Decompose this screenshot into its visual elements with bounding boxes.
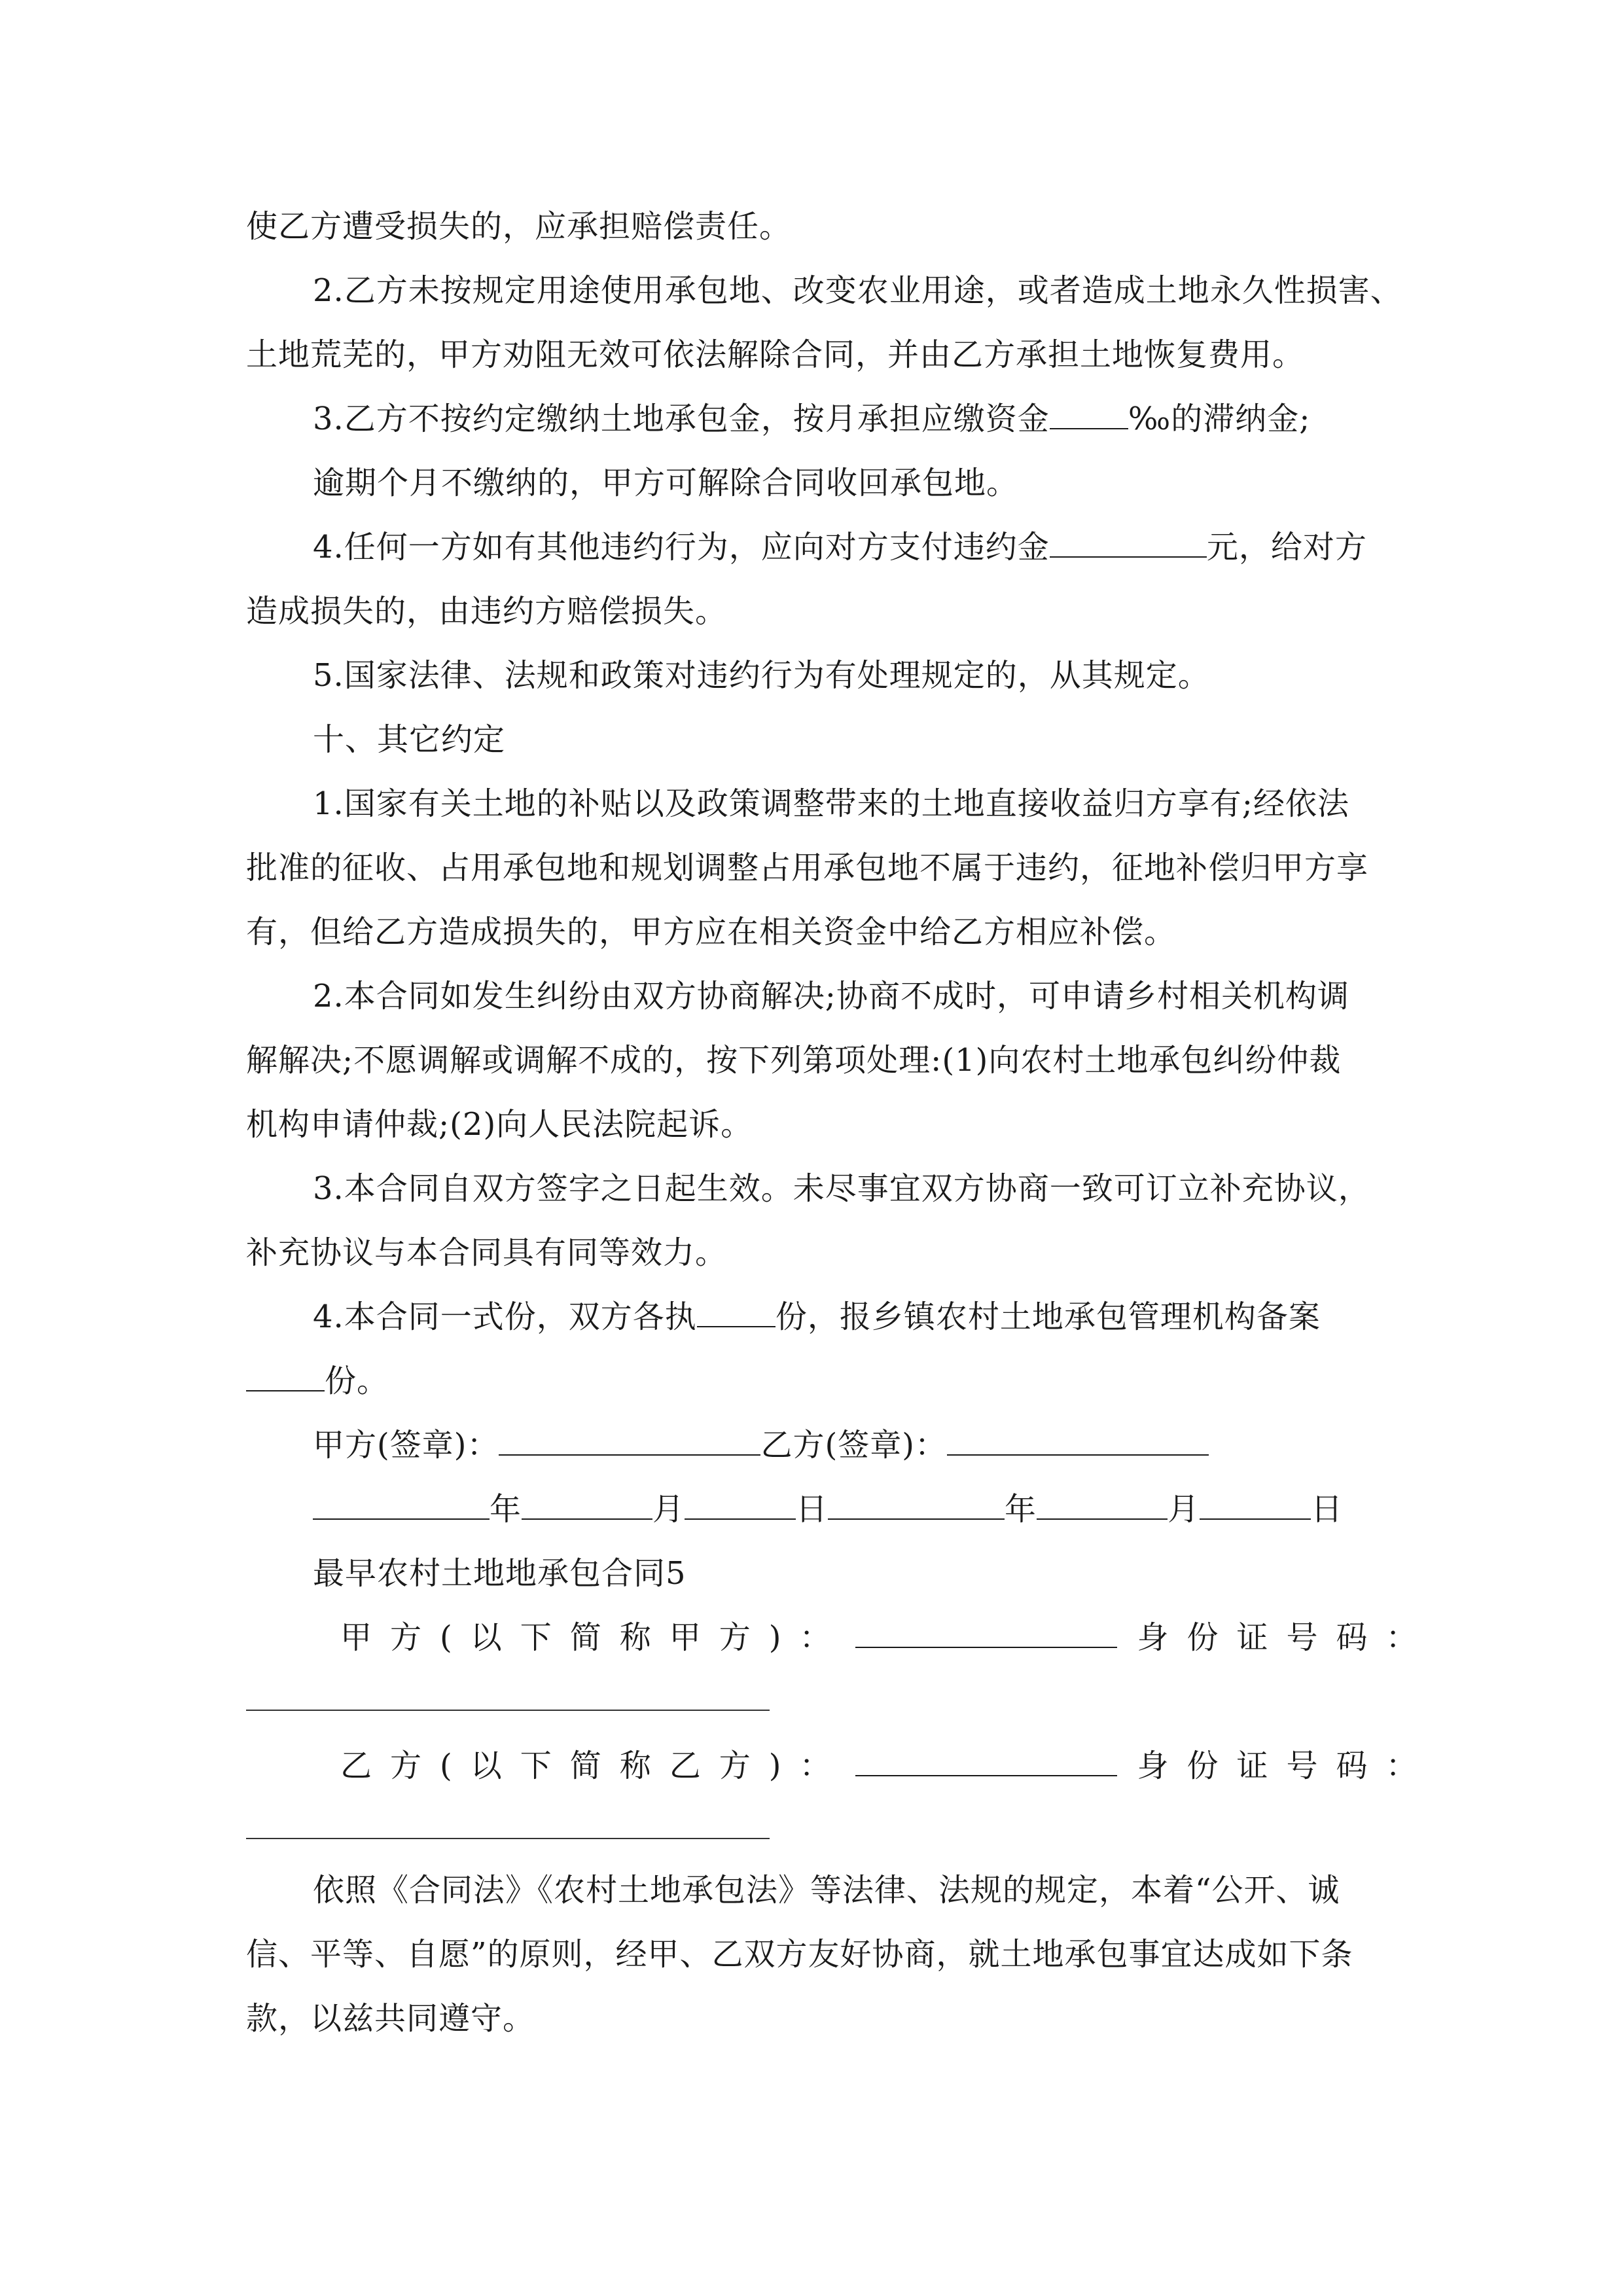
text-line: 造成损失的，由违约方赔偿损失。 xyxy=(246,593,728,630)
text-segment: ‰的滞纳金; xyxy=(1128,401,1311,437)
signature-line xyxy=(313,1426,1209,1465)
party-a-signature-label: 甲方(签章)： xyxy=(313,1427,499,1463)
party-a-line xyxy=(340,1618,1435,1657)
party-b-signature-blank[interactable] xyxy=(947,1426,1209,1456)
text-line: 信、平等、自愿”的原则，经甲、乙双方友好协商，就土地承包事宜达成如下条 xyxy=(246,1936,1353,1973)
text-line: 补充协议与本合同具有同等效力。 xyxy=(246,1234,728,1271)
text-segment: 4.本合同一式份，双方各执 xyxy=(313,1299,697,1335)
party-a-signature-blank[interactable] xyxy=(499,1426,760,1456)
party-b-name-blank[interactable] xyxy=(855,1746,1117,1776)
party-b-line xyxy=(340,1746,1435,1785)
text-line: 5.国家法律、法规和政策对违约行为有处理规定的，从其规定。 xyxy=(313,657,1210,694)
text-segment: 3.乙方不按约定缴纳土地承包金，按月承担应缴资金 xyxy=(313,401,1050,437)
month-blank[interactable] xyxy=(522,1490,652,1520)
year-label: 年 xyxy=(1005,1491,1037,1528)
party-b-label: 乙方(以下简称乙方)： xyxy=(340,1748,849,1784)
text-line: 2.本合同如发生纠纷由双方协商解决;协商不成时，可申请乡村相关机构调 xyxy=(313,978,1349,1014)
text-line: 使乙方遭受损失的，应承担赔偿责任。 xyxy=(246,208,792,245)
text-segment: 4.任何一方如有其他违约行为，应向对方支付违约金 xyxy=(313,529,1050,565)
fill-blank[interactable] xyxy=(246,1361,325,1391)
text-line xyxy=(246,1361,389,1401)
month-label: 月 xyxy=(1168,1491,1200,1528)
day-blank[interactable] xyxy=(685,1490,796,1520)
month-label: 月 xyxy=(652,1491,685,1528)
text-line: 1.国家有关土地的补贴以及政策调整带来的土地直接收益归方享有;经依法 xyxy=(313,785,1349,822)
text-line: 批准的征收、占用承包地和规划调整占用承包地不属于违约，征地补偿归甲方享 xyxy=(246,850,1369,886)
date-line xyxy=(313,1490,1343,1529)
year-label: 年 xyxy=(490,1491,522,1528)
text-line: 土地荒芜的，甲方劝阻无效可依法解除合同，并由乙方承担土地恢复费用。 xyxy=(246,336,1305,373)
text-line: 依照《合同法》《农村土地承包法》等法律、法规的规定，本着“公开、诚 xyxy=(313,1872,1340,1909)
party-a-id-label: 身份证号码： xyxy=(1137,1619,1436,1656)
party-a-name-blank[interactable] xyxy=(855,1618,1117,1648)
day-blank[interactable] xyxy=(1200,1490,1311,1520)
year-blank[interactable] xyxy=(828,1490,1005,1520)
party-a-id-blank[interactable] xyxy=(246,1710,770,1711)
text-segment: 元，给对方 xyxy=(1206,529,1367,565)
day-label: 日 xyxy=(1311,1491,1344,1528)
party-b-signature-label: 乙方(签章)： xyxy=(760,1427,947,1463)
fill-blank[interactable] xyxy=(1050,528,1207,558)
text-line: 2.乙方未按规定用途使用承包地、改变农业用途，或者造成土地永久性损害、 xyxy=(313,272,1402,309)
fill-blank[interactable] xyxy=(697,1297,776,1327)
text-line xyxy=(313,1297,1321,1336)
text-segment: 份，报乡镇农村土地承包管理机构备案 xyxy=(775,1299,1321,1335)
section-heading: 十、其它约定 xyxy=(313,721,506,758)
party-a-label: 甲方(以下简称甲方)： xyxy=(340,1619,849,1656)
text-line: 逾期个月不缴纳的，甲方可解除合同收回承包地。 xyxy=(313,465,1019,501)
party-b-id-blank[interactable] xyxy=(246,1838,770,1839)
text-line: 款，以兹共同遵守。 xyxy=(246,2000,535,2037)
text-line: 机构申请仲裁;(2)向人民法院起诉。 xyxy=(246,1106,753,1143)
fill-blank[interactable] xyxy=(1050,399,1128,429)
text-segment: 份。 xyxy=(325,1363,389,1399)
text-line: 解解决;不愿调解或调解不成的，按下列第项处理:(1)向农村土地承包纠纷仲裁 xyxy=(246,1042,1342,1079)
month-blank[interactable] xyxy=(1037,1490,1168,1520)
text-line xyxy=(313,528,1367,567)
party-b-id-label: 身份证号码： xyxy=(1137,1748,1436,1784)
contract-heading: 最早农村土地地承包合同5 xyxy=(313,1555,687,1592)
text-line: 有，但给乙方造成损失的，甲方应在相关资金中给乙方相应补偿。 xyxy=(246,914,1177,950)
year-blank[interactable] xyxy=(313,1490,490,1520)
text-line xyxy=(313,399,1310,439)
day-label: 日 xyxy=(796,1491,829,1528)
text-line: 3.本合同自双方签字之日起生效。未尽事宜双方协商一致可订立补充协议， xyxy=(313,1170,1370,1207)
